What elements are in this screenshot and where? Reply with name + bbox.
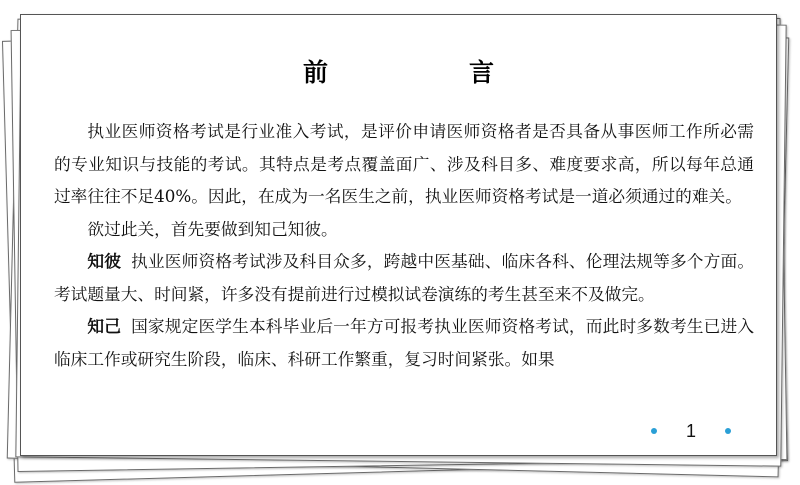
paragraph-know-them	[54, 245, 754, 310]
paragraph-intro	[54, 115, 754, 213]
bullet-dot-icon	[725, 428, 731, 434]
paragraph-know	[54, 213, 754, 246]
paragraph-text: 执业医师资格考试是行业准入考试，是评价申请医师资格者是否具备从事医师工作所必需的专业知识与技能的考试。其特点是考点覆盖面广、涉及科目多、难度要求高，所以每年总通过率往往不足40%。因此，在成为一名医生之前，执业医师资格考试是一道必须通过的难关。	[54, 121, 754, 206]
paragraph-text: 执业医师资格考试涉及科目众多，跨越中医基础、临床各科、伦理法规等多个方面。考试题量大、时间紧，许多没有提前进行过模拟试卷演练的考生甚至来不及做完。	[54, 251, 755, 304]
front-page	[20, 14, 777, 456]
paragraph-text: 国家规定医学生本科毕业后一年方可报考执业医师资格考试，而此时多数考生已进入临床工作或研究生阶段，临床、科研工作繁重，复习时间紧张。如果	[54, 316, 755, 369]
paragraph-know-self	[54, 310, 754, 375]
paragraph-lead: 知彼	[87, 251, 122, 271]
page-title: 前 言	[302, 58, 552, 87]
page-number: 1	[685, 420, 696, 441]
page-footer	[651, 419, 731, 443]
paragraph-lead: 知己	[87, 316, 122, 336]
preface-body	[54, 115, 754, 375]
paragraph-text: 欲过此关，首先要做到知己知彼。	[87, 218, 338, 239]
bullet-dot-icon	[651, 428, 657, 434]
